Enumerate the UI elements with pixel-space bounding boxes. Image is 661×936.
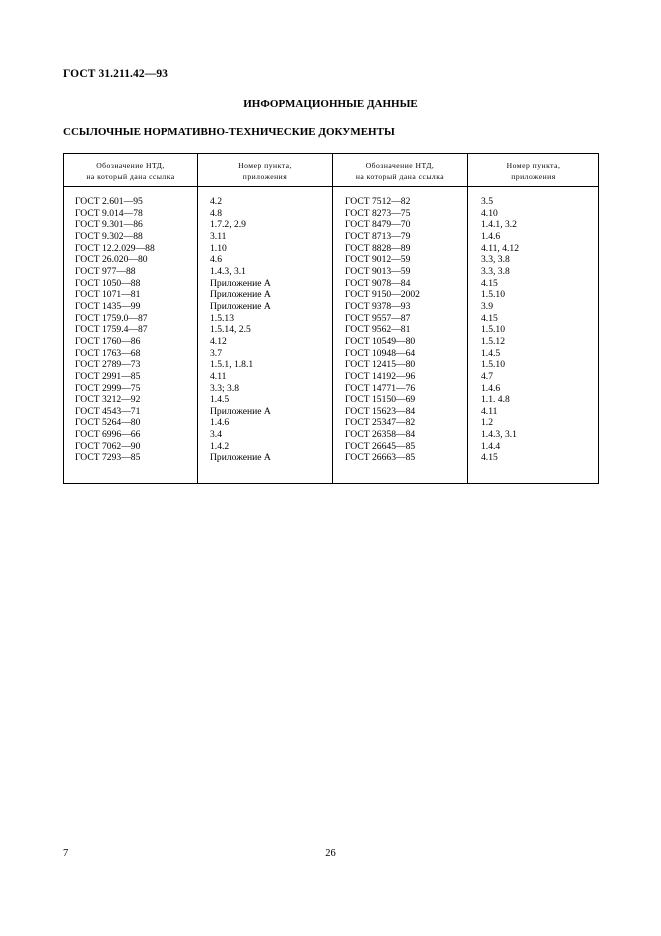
doc-designation: ГОСТ 7293—85 — [75, 452, 141, 464]
clause-reference: 1.2 — [481, 417, 493, 429]
doc-designation: ГОСТ 2999—75 — [75, 382, 141, 394]
doc-designation: ГОСТ 8713—79 — [345, 230, 411, 242]
doc-designation: ГОСТ 977—88 — [75, 265, 136, 277]
clause-reference: Приложение А — [210, 405, 271, 417]
doc-designation: ГОСТ 26358—84 — [345, 429, 416, 441]
clause-reference: 1.4.5 — [481, 347, 501, 359]
clause-reference: 3.11 — [210, 230, 227, 242]
doc-designation: ГОСТ 10549—80 — [345, 335, 416, 347]
doc-designation: ГОСТ 9012—59 — [345, 254, 411, 266]
doc-designation: ГОСТ 9557—87 — [345, 312, 411, 324]
header-clause-number-left: Номер пункта, приложения — [238, 161, 292, 181]
doc-designation: ГОСТ 1435—99 — [75, 300, 141, 312]
clause-reference: 4.8 — [210, 207, 222, 219]
doc-designation: ГОСТ 8273—75 — [345, 207, 411, 219]
section-subtitle: ССЫЛОЧНЫЕ НОРМАТИВНО-ТЕХНИЧЕСКИЕ ДОКУМЕНТЫ — [63, 126, 395, 138]
section-title: ИНФОРМАЦИОННЫЕ ДАННЫЕ — [243, 98, 418, 110]
right-doc-list — [345, 196, 420, 464]
doc-designation: ГОСТ 9562—81 — [345, 324, 411, 336]
clause-reference: 3.5 — [481, 196, 493, 207]
clause-reference: 3.3; 3.8 — [210, 382, 240, 394]
header-doc-designation-left: Обозначение НТД, на который дана ссылка — [86, 161, 175, 181]
doc-designation: ГОСТ 1759.4—87 — [75, 324, 148, 336]
doc-designation: ГОСТ 8479—70 — [345, 219, 411, 231]
clause-reference: 1.4.3, 3.1 — [481, 429, 517, 441]
doc-designation: ГОСТ 14771—76 — [345, 382, 416, 394]
doc-designation: ГОСТ 26.020—80 — [75, 254, 148, 266]
clause-reference: Приложение А — [210, 277, 271, 289]
clause-reference: 1.5.14, 2.5 — [210, 324, 251, 336]
clause-reference: 1.5.10 — [481, 289, 505, 301]
clause-reference: 1.4.3, 3.1 — [210, 265, 246, 277]
doc-designation: ГОСТ 1050—88 — [75, 277, 141, 289]
clause-reference: 1.5.10 — [481, 359, 505, 371]
clause-reference: 1.10 — [210, 242, 227, 254]
doc-designation: ГОСТ 8828—89 — [345, 242, 411, 254]
doc-designation: ГОСТ 12.2.029—88 — [75, 242, 155, 254]
clause-reference: 4.2 — [210, 196, 222, 207]
doc-designation: ГОСТ 26663—85 — [345, 452, 416, 464]
doc-designation: ГОСТ 9150—2002 — [345, 289, 420, 301]
doc-designation: ГОСТ 9078—84 — [345, 277, 411, 289]
doc-designation: ГОСТ 3212—92 — [75, 394, 141, 406]
doc-designation: ГОСТ 6996—66 — [75, 429, 141, 441]
doc-designation: ГОСТ 10948—64 — [345, 347, 416, 359]
clause-reference: 1.4.1, 3.2 — [481, 219, 517, 231]
column-divider — [197, 154, 198, 483]
header-clause-number-right: Номер пункта, приложения — [506, 161, 561, 181]
clause-reference: 4.12 — [210, 335, 227, 347]
doc-designation: ГОСТ 1759.0—87 — [75, 312, 148, 324]
doc-designation: ГОСТ 2991—85 — [75, 370, 141, 382]
clause-reference: 3.9 — [481, 300, 493, 312]
doc-designation: ГОСТ 12415—80 — [345, 359, 416, 371]
clause-reference: 1.4.2 — [210, 440, 230, 452]
doc-designation: ГОСТ 5264—80 — [75, 417, 141, 429]
doc-designation: ГОСТ 9.301—86 — [75, 219, 143, 231]
doc-designation: ГОСТ 4543—71 — [75, 405, 141, 417]
doc-designation: ГОСТ 2.601—95 — [75, 196, 143, 207]
doc-designation: ГОСТ 9.302—88 — [75, 230, 143, 242]
doc-designation: ГОСТ 1763—68 — [75, 347, 141, 359]
document-code: ГОСТ 31.211.42—93 — [63, 68, 169, 80]
left-doc-list — [75, 196, 155, 464]
doc-designation: ГОСТ 14192—96 — [345, 370, 416, 382]
doc-designation: ГОСТ 9013—59 — [345, 265, 411, 277]
clause-reference: Приложение А — [210, 289, 271, 301]
doc-designation: ГОСТ 26645—85 — [345, 440, 416, 452]
doc-designation: ГОСТ 1071—81 — [75, 289, 141, 301]
clause-reference: 1.4.4 — [481, 440, 501, 452]
clause-reference: Приложение А — [210, 452, 271, 464]
right-ref-list — [481, 196, 519, 464]
doc-designation: ГОСТ 1760—86 — [75, 335, 141, 347]
clause-reference: 1.4.5 — [210, 394, 230, 406]
page-number: 26 — [325, 848, 336, 859]
clause-reference: 1.5.1, 1.8.1 — [210, 359, 254, 371]
doc-designation: ГОСТ 15623—84 — [345, 405, 416, 417]
clause-reference: 4.6 — [210, 254, 222, 266]
header-doc-designation-right: Обозначение НТД, на который дана ссылка — [355, 161, 445, 181]
clause-reference: 4.15 — [481, 452, 498, 464]
doc-designation: ГОСТ 15150—69 — [345, 394, 416, 406]
clause-reference: 4.11 — [210, 370, 227, 382]
clause-reference: 3.3, 3.8 — [481, 265, 510, 277]
doc-designation: ГОСТ 25347—82 — [345, 417, 416, 429]
doc-designation: ГОСТ 2789—73 — [75, 359, 141, 371]
clause-reference: 1.4.6 — [210, 417, 230, 429]
clause-reference: 1.4.6 — [481, 230, 501, 242]
clause-reference: 4.11, 4.12 — [481, 242, 520, 254]
clause-reference: 1.5.12 — [481, 335, 505, 347]
column-divider — [332, 154, 333, 483]
clause-reference: 1.7.2, 2.9 — [210, 219, 246, 231]
clause-reference: 4.10 — [481, 207, 498, 219]
clause-reference: 4.11 — [481, 405, 498, 417]
clause-reference: Приложение А — [210, 300, 271, 312]
reference-table — [63, 153, 599, 484]
column-divider — [467, 154, 468, 483]
clause-reference: 4.15 — [481, 312, 498, 324]
doc-designation: ГОСТ 7512—82 — [345, 196, 411, 207]
doc-designation: ГОСТ 7062—90 — [75, 440, 141, 452]
clause-reference: 3.3, 3.8 — [481, 254, 510, 266]
clause-reference: 4.7 — [481, 370, 493, 382]
clause-reference: 1.1. 4.8 — [481, 394, 510, 406]
doc-designation: ГОСТ 9.014—78 — [75, 207, 143, 219]
clause-reference: 1.4.6 — [481, 382, 501, 394]
sheet-number: 7 — [63, 848, 69, 859]
clause-reference: 4.15 — [481, 277, 498, 289]
clause-reference: 1.5.10 — [481, 324, 505, 336]
clause-reference: 1.5.13 — [210, 312, 234, 324]
header-divider — [64, 186, 598, 187]
doc-designation: ГОСТ 9378—93 — [345, 300, 411, 312]
clause-reference: 3.7 — [210, 347, 222, 359]
clause-reference: 3.4 — [210, 429, 222, 441]
left-ref-list — [210, 196, 271, 464]
